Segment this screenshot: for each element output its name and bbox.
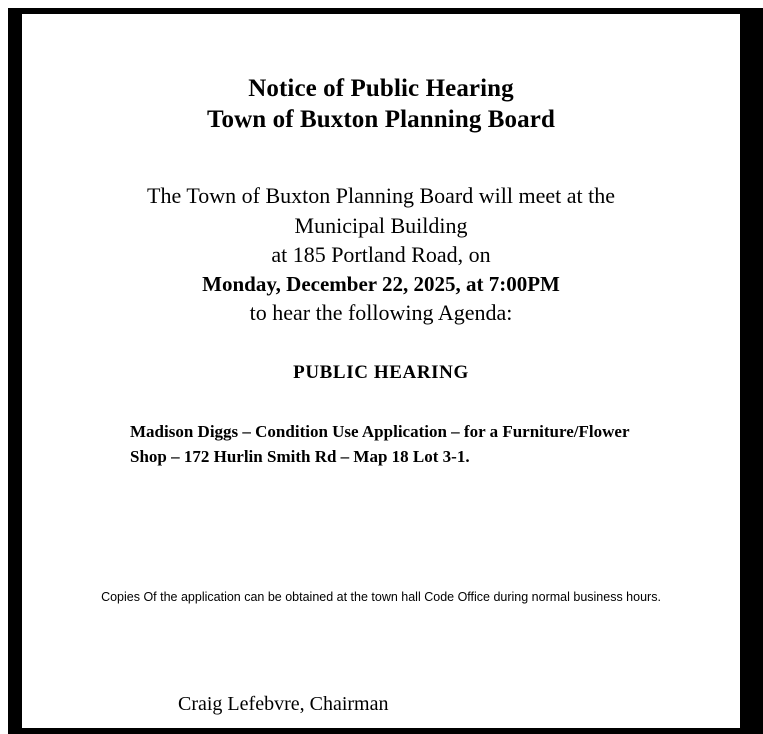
- title-line-1: Notice of Public Hearing: [248, 75, 514, 102]
- outer-margin-top: [0, 0, 763, 8]
- page-title: [68, 74, 694, 135]
- meeting-datetime: Monday, December 22, 2025, at 7:00PM: [202, 272, 560, 297]
- signature-chairman: Craig Lefebvre, Chairman: [178, 692, 389, 715]
- document-content: [22, 14, 740, 716]
- outer-margin-left: [0, 0, 8, 734]
- meeting-closing: to hear the following Agenda:: [249, 300, 513, 326]
- meeting-line-3: at 185 Portland Road, on: [271, 242, 491, 268]
- application-copies-note: Copies Of the application can be obtained at the town hall Code Office during normal business hours.: [101, 590, 661, 605]
- meeting-line-1: The Town of Buxton Planning Board will meet at the: [147, 183, 615, 208]
- agenda-item: Madison Diggs – Condition Use Application – for a Furniture/Flower Shop – 172 Hurlin Smith Rd – Map 18 Lot 3-1.: [130, 422, 630, 466]
- meeting-details: [68, 181, 694, 328]
- meeting-line-2: Municipal Building: [294, 212, 468, 238]
- title-line-2: Town of Buxton Planning Board: [207, 105, 555, 133]
- section-heading-public-hearing: PUBLIC HEARING: [293, 362, 469, 384]
- notice-document: [22, 14, 740, 728]
